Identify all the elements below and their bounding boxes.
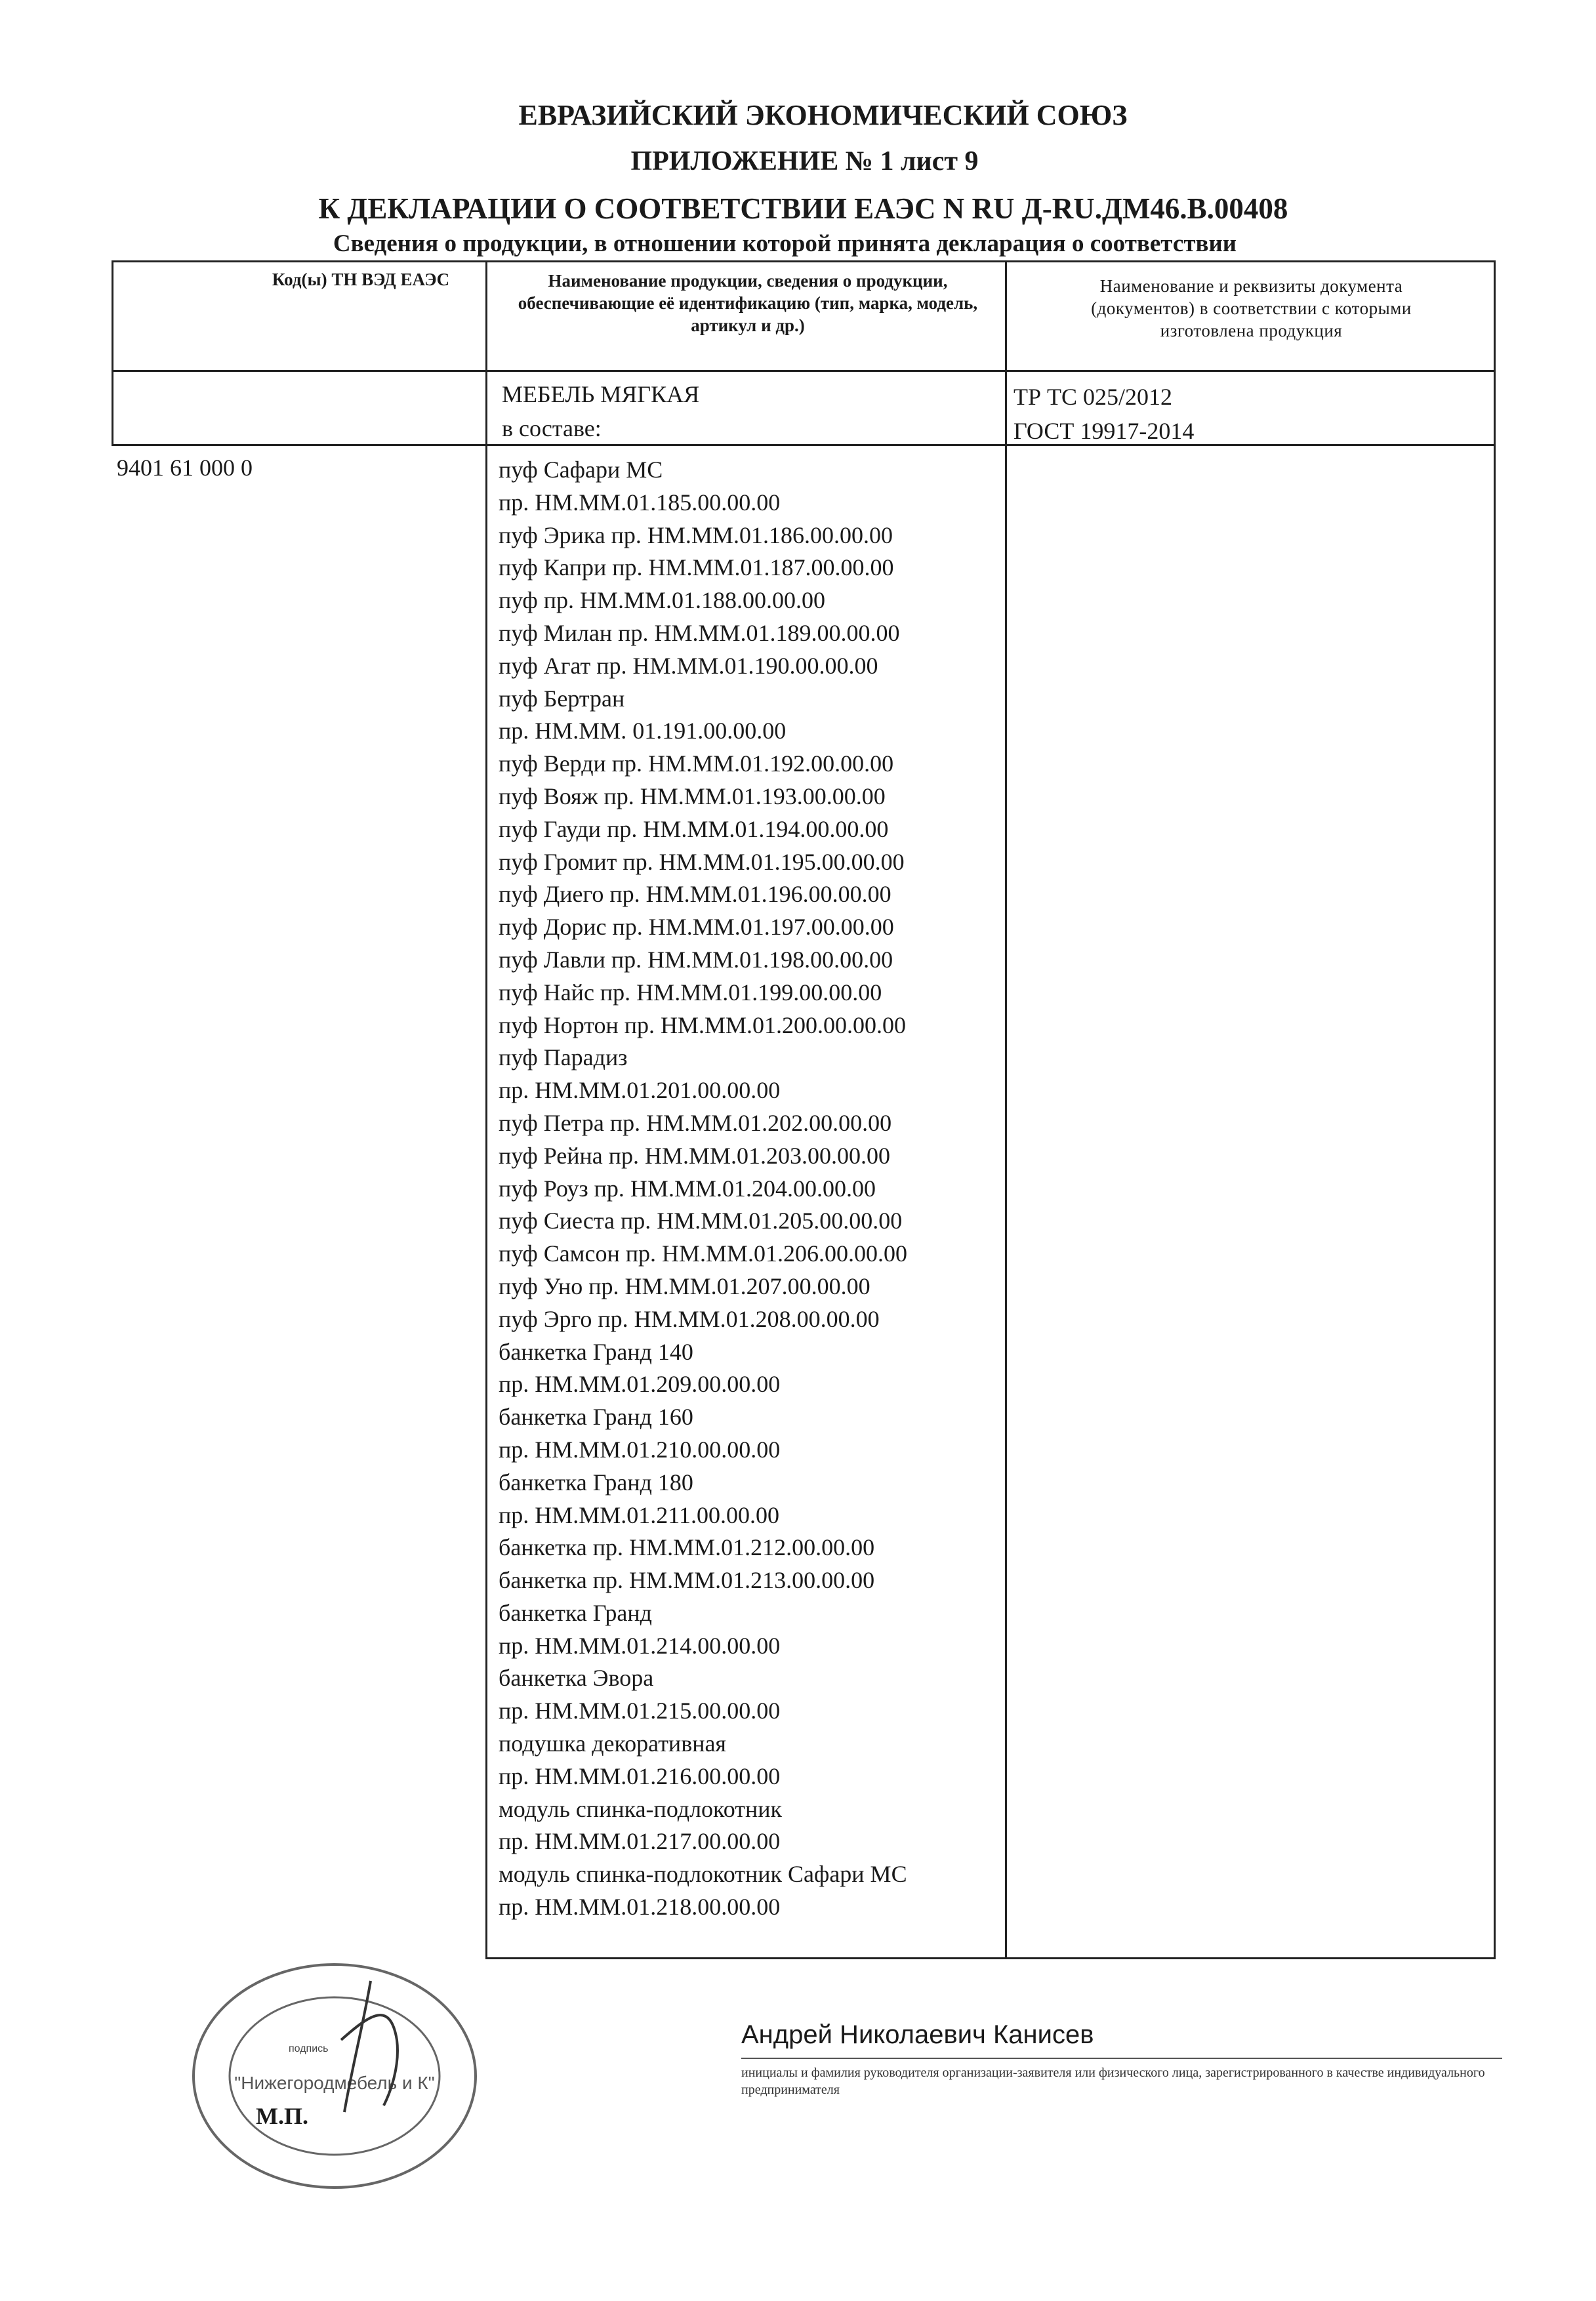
product-item: пр. НМ.ММ.01.216.00.00.00: [499, 1762, 781, 1789]
stamp-company-name: "Нижегородмебель и К": [234, 2073, 435, 2093]
product-item: пр. НМ.ММ.01.185.00.00.00: [499, 489, 781, 516]
product-item: пуф Диего пр. НМ.ММ.01.196.00.00.00: [499, 881, 891, 908]
declaration-union-title: ЕВРАЗИЙСКИЙ ЭКОНОМИЧЕСКИЙ СОЮЗ: [518, 99, 1128, 131]
table-col-divider-1: [485, 260, 487, 1959]
product-item: пуф Верди пр. НМ.ММ.01.192.00.00.00: [499, 750, 894, 777]
table-col-divider-2: [1005, 260, 1007, 1959]
table-header-divider: [112, 370, 1496, 372]
stamp-place-label: М.П.: [256, 2103, 308, 2129]
product-item: банкетка пр. НМ.ММ.01.212.00.00.00: [499, 1534, 875, 1561]
product-item: пуф Самсон пр. НМ.ММ.01.206.00.00.00: [499, 1240, 908, 1267]
signature-underline: [741, 2058, 1502, 2059]
stamp-signature-label: подпись: [289, 2043, 329, 2054]
table-border-right: [1494, 260, 1496, 1959]
product-item: пуф Лавли пр. НМ.ММ.01.198.00.00.00: [499, 946, 893, 973]
product-item: пуф Капри пр. НМ.ММ.01.187.00.00.00: [499, 554, 894, 581]
product-item: пуф Найс пр. НМ.ММ.01.199.00.00.00: [499, 979, 882, 1006]
product-item: пуф Петра пр. НМ.ММ.01.202.00.00.00: [499, 1109, 892, 1136]
product-item: модуль спинка-подлокотник Сафари МС: [499, 1861, 907, 1888]
product-item: пуф Парадиз: [499, 1044, 628, 1071]
product-name-cell: [502, 377, 699, 445]
product-item: банкетка Эвора: [499, 1665, 654, 1692]
product-item: банкетка Гранд 180: [499, 1469, 693, 1496]
product-info-subtitle: Сведения о продукции, в отношении которой принята декларация о соответствии: [333, 230, 1237, 257]
product-item: пр. НМ.ММ.01.217.00.00.00: [499, 1828, 781, 1855]
declaration-number: К ДЕКЛАРАЦИИ О СООТВЕТСТВИИ ЕАЭС N RU Д-RU.ДМ46.В.00408: [318, 192, 1288, 225]
product-item: банкетка Гранд 160: [499, 1404, 693, 1431]
product-item: пр. НМ.ММ.01.209.00.00.00: [499, 1371, 781, 1398]
product-item: пуф Эрика пр. НМ.ММ.01.186.00.00.00: [499, 521, 893, 548]
product-item: банкетка Гранд 140: [499, 1338, 693, 1365]
product-item: пр. НМ.ММ.01.201.00.00.00: [499, 1077, 781, 1104]
table-border-top: [112, 260, 1496, 262]
col-header-documents-line: Наименование и реквизиты документа: [1099, 276, 1403, 296]
standards-cell: [1013, 380, 1194, 448]
product-item: пуф Сафари МС: [499, 457, 663, 483]
product-item: пр. НМ.ММ.01.214.00.00.00: [499, 1632, 781, 1659]
standard-gost: ГОСТ 19917-2014: [1013, 418, 1195, 444]
col-header-tn-ved: Код(ы) ТН ВЭД ЕАЭС: [272, 270, 450, 289]
product-item: банкетка Гранд: [499, 1599, 652, 1626]
product-item: пуф пр. НМ.ММ.01.188.00.00.00: [499, 587, 825, 614]
product-item: пуф Сиеста пр. НМ.ММ.01.205.00.00.00: [499, 1208, 903, 1234]
product-item: пуф Бертран: [499, 685, 625, 712]
product-items-list: [499, 454, 907, 1924]
product-item: пр. НМ.ММ.01.211.00.00.00: [499, 1501, 779, 1528]
product-item: пуф Милан пр. НМ.ММ.01.189.00.00.00: [499, 619, 900, 646]
table-border-left: [112, 260, 113, 445]
standard-tr-ts: ТР ТС 025/2012: [1013, 384, 1173, 410]
product-item: пуф Нортон пр. НМ.ММ.01.200.00.00.00: [499, 1011, 907, 1038]
product-item: пуф Уно пр. НМ.ММ.01.207.00.00.00: [499, 1273, 870, 1299]
table-row-divider: [112, 444, 1496, 446]
appendix-title: ПРИЛОЖЕНИЕ № 1 лист 9: [630, 146, 979, 176]
tn-code: 9401 61 000 0: [117, 455, 253, 481]
product-item: подушка декоративная: [499, 1730, 726, 1757]
table-border-bottom: [485, 1957, 1496, 1959]
product-item: модуль спинка-подлокотник: [499, 1795, 782, 1822]
col-header-product: Наименование продукции, сведения о продукции, обеспечивающие её идентификацию (тип, марка, модель, артикул и др.): [518, 271, 978, 335]
col-header-documents-line: (документов) в соответствии с которыми: [1091, 298, 1412, 318]
product-item: пуф Агат пр. НМ.ММ.01.190.00.00.00: [499, 652, 878, 679]
product-item: пр. НМ.ММ.01.218.00.00.00: [499, 1894, 781, 1921]
product-item: пуф Рейна пр. НМ.ММ.01.203.00.00.00: [499, 1142, 891, 1169]
product-item: пуф Эрго пр. НМ.ММ.01.208.00.00.00: [499, 1305, 880, 1332]
product-item: пр. НМ.ММ.01.215.00.00.00: [499, 1698, 781, 1724]
product-table: [112, 260, 1496, 1959]
product-item: пуф Дорис пр. НМ.ММ.01.197.00.00.00: [499, 914, 894, 941]
company-stamp: [174, 1942, 502, 2197]
product-item: пр. НМ.ММ. 01.191.00.00.00: [499, 718, 787, 744]
product-composition-label: в составе:: [502, 415, 602, 441]
product-name: МЕБЕЛЬ МЯГКАЯ: [502, 381, 700, 407]
product-item: пуф Вояж пр. НМ.ММ.01.193.00.00.00: [499, 783, 886, 809]
signatory-name: Андрей Николаевич Канисев: [741, 2020, 1094, 2049]
product-item: пуф Гауди пр. НМ.ММ.01.194.00.00.00: [499, 815, 889, 842]
col-header-documents-line: изготовлена продукция: [1160, 321, 1343, 340]
product-item: банкетка пр. НМ.ММ.01.213.00.00.00: [499, 1567, 875, 1594]
product-item: пр. НМ.ММ.01.210.00.00.00: [499, 1436, 781, 1463]
col-header-documents: [1007, 275, 1496, 342]
product-item: пуф Роуз пр. НМ.ММ.01.204.00.00.00: [499, 1175, 876, 1202]
signatory-caption: инициалы и фамилия руководителя организации-заявителя или физического лица, зарегистрированного в качестве индивидуального предпринимателя: [741, 2066, 1485, 2097]
product-item: пуф Громит пр. НМ.ММ.01.195.00.00.00: [499, 848, 905, 875]
